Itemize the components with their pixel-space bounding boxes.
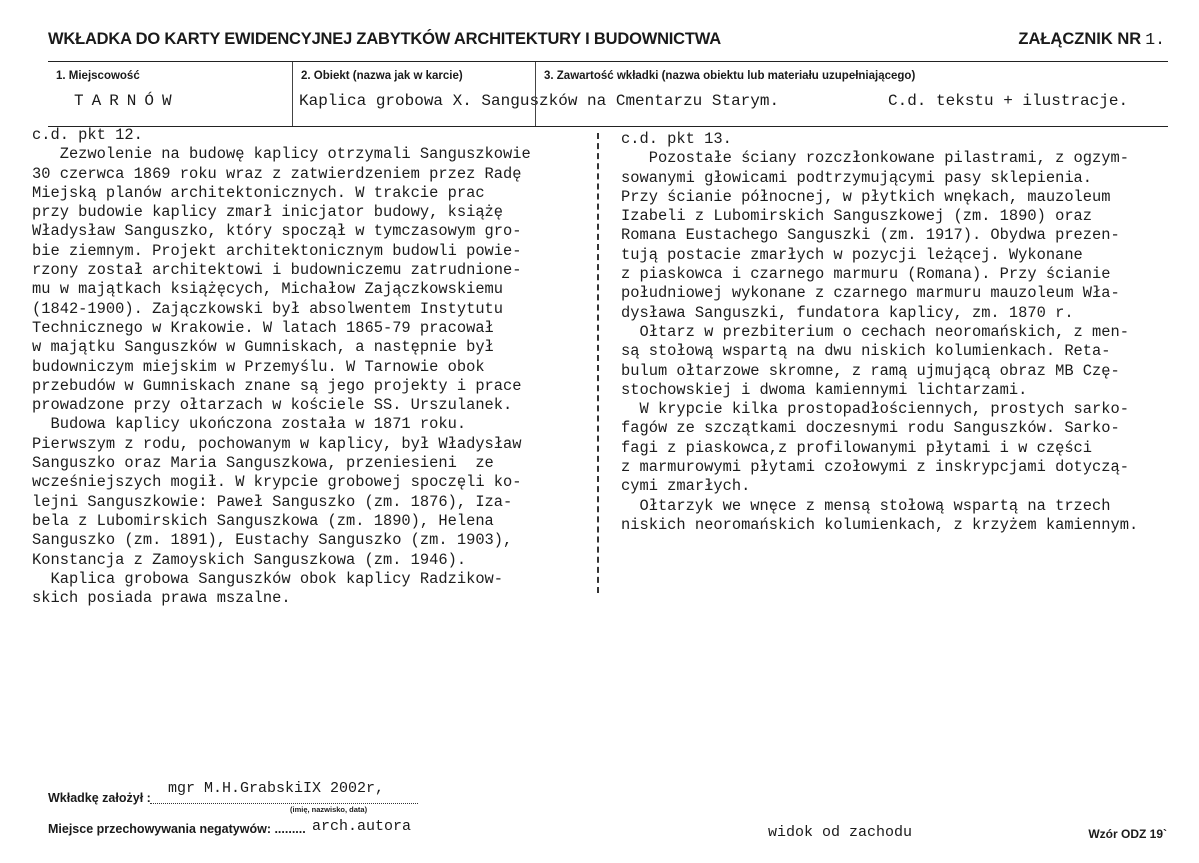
left-text-column	[32, 126, 531, 608]
text-line: fagi z piaskowca,z profilowanymi płytami i w części	[621, 438, 1093, 457]
negatives-value: arch.autora	[312, 818, 412, 835]
text-line: bela z Lubomirskich Sanguszkowa (zm. 1890), Helena	[32, 511, 494, 530]
text-line: tują postacie zmarłych w pozycji leżącej. Wykonane	[621, 245, 1083, 264]
text-line: rzony został architektowi i budowniczemu zatrudnione-	[32, 261, 522, 280]
text-line: mu w majątkach książęcych, Michałow Zajączkowskiemu	[32, 280, 504, 299]
text-line: są stołową wspartą na dwu niskich kolumienkach. Reta-	[621, 342, 1111, 361]
text-line: (1842-1900). Zajączkowski był absolwentem Instytutu	[32, 299, 504, 318]
text-line: cymi zmarłych.	[621, 477, 751, 496]
text-line: Sanguszko (zm. 1891), Eustachy Sanguszko (zm. 1903),	[32, 531, 513, 550]
text-line: dysława Sanguszki, fundatora kaplicy, zm. 1870 r.	[621, 303, 1074, 322]
text-line: Izabeli z Lubomirskich Sanguszkowej (zm. 1890) oraz	[621, 207, 1093, 226]
text-line: Zezwolenie na budowę kaplicy otrzymali Sanguszkowie	[32, 145, 531, 164]
author-value: mgr M.H.GrabskiIX 2002r,	[168, 780, 385, 797]
object-label: 2. Obiekt (nazwa jak w karcie)	[301, 70, 463, 82]
text-line: południowej wykonane z czarnego marmuru mauzoleum Wła-	[621, 284, 1120, 303]
text-line: Pozostałe ściany rozczłonkowane pilastrami, z ogzym-	[621, 149, 1129, 168]
right-text-column	[621, 130, 1138, 535]
text-line: sowanymi głowicami podtrzymującymi pasy sklepienia.	[621, 168, 1093, 187]
locality-field	[48, 62, 292, 126]
text-line: przy budowie kaplicy zmarł inicjator budowy, książę	[32, 203, 504, 222]
text-line: z marmurowymi płytami czołowymi z inskrypcjami dotyczą-	[621, 458, 1129, 477]
text-line: lejni Sanguszkowie: Paweł Sanguszko (zm. 1876), Iza-	[32, 492, 513, 511]
text-line: 30 czerwca 1869 roku wraz z zatwierdzeniem przez Radę	[32, 164, 522, 183]
annex-number: 1.	[1145, 30, 1165, 49]
locality-value: TARNÓW	[74, 92, 180, 110]
text-line: W krypcie kilka prostopadłościennych, prostych sarko-	[621, 400, 1129, 419]
text-line: Technicznego w Krakowie. W latach 1865-79 pracował	[32, 318, 494, 337]
content-value: C.d. tekstu + ilustracje.	[888, 92, 1129, 110]
view-note: widok od zachodu	[768, 824, 913, 841]
text-line: Budowa kaplicy ukończona została w 1871 roku.	[32, 415, 467, 434]
annex-label	[1018, 30, 1165, 49]
author-dotted-line	[150, 803, 418, 804]
text-line: Konstancja z Zamoyskich Sanguszkowa (zm. 1946).	[32, 550, 467, 569]
content-field	[535, 62, 1169, 126]
object-value: Kaplica grobowa X. Sanguszków na Cmentarzu Starym.	[299, 92, 780, 110]
author-hint: (imię, nazwisko, data)	[290, 805, 368, 814]
text-line: w majątku Sanguszków w Gumniskach, a następnie był	[32, 338, 494, 357]
text-line: z piaskowca i czarnego marmuru (Romana). Przy ścianie	[621, 265, 1111, 284]
header-fields	[48, 61, 1168, 127]
text-line: Władysław Sanguszko, który spoczął w tymczasowym gro-	[32, 222, 522, 241]
text-line: Ołtarz w prezbiterium o cechach neoromańskich, z men-	[621, 322, 1129, 341]
annex-label-text: ZAŁĄCZNIK NR	[1018, 30, 1142, 48]
text-line: Pierwszym z rodu, pochowanym w kaplicy, był Władysław	[32, 434, 522, 453]
text-line: Ołtarzyk we wnęce z mensą stołową wspartą na trzech	[621, 496, 1111, 515]
text-line: budowniczym miejskim w Przemyślu. W Tarnowie obok	[32, 357, 485, 376]
text-line: c.d. pkt 12.	[32, 126, 143, 144]
text-line: Kaplica grobowa Sanguszków obok kaplicy Radzikow-	[32, 569, 504, 588]
author-label: Wkładkę założył :	[48, 791, 151, 805]
form-model: Wzór ODZ 19`	[1088, 827, 1167, 841]
text-line: c.d. pkt 13.	[621, 130, 732, 148]
text-line: Romana Eustachego Sanguszki (zm. 1917). Obydwa prezen-	[621, 226, 1120, 245]
text-line: bulum ołtarzowe skromne, z ramą ujmującą obraz MB Czę-	[621, 361, 1120, 380]
text-line: Miejską planów architektonicznych. W trakcie prac	[32, 183, 485, 202]
text-line: Sanguszko oraz Maria Sanguszkowa, przeniesieni ze	[32, 454, 494, 473]
text-line: przebudów w Gumniskach znane są jego projekty i prace	[32, 376, 522, 395]
text-line: niskich neoromańskich kolumienkach, z krzyżem kamiennym.	[621, 515, 1139, 534]
text-line: prowadzone przy ołtarzach w kościele SS. Urszulanek.	[32, 396, 513, 415]
text-line: bie ziemnym. Projekt architektonicznym budowli powie-	[32, 241, 522, 260]
text-line: wcześniejszych mogił. W krypcie grobowej spoczęli ko-	[32, 473, 522, 492]
text-line: fagów ze szczątkami doczesnymi rodu Sanguszków. Sarko-	[621, 419, 1120, 438]
form-title: WKŁADKA DO KARTY EWIDENCYJNEJ ZABYTKÓW ARCHITEKTURY I BUDOWNICTWA	[48, 30, 721, 48]
text-line: skich posiada prawa mszalne.	[32, 589, 291, 608]
locality-label: 1. Miejscowość	[56, 70, 140, 82]
text-line: Przy ścianie północnej, w płytkich wnękach, mauzoleum	[621, 187, 1111, 206]
text-line: stochowskiej i dwoma kamiennymi lichtarzami.	[621, 380, 1028, 399]
column-divider	[597, 133, 599, 593]
negatives-label: Miejsce przechowywania negatywów: .........	[48, 822, 306, 836]
content-label: 3. Zawartość wkładki (nazwa obiektu lub materiału uzupełniającego)	[544, 70, 916, 82]
